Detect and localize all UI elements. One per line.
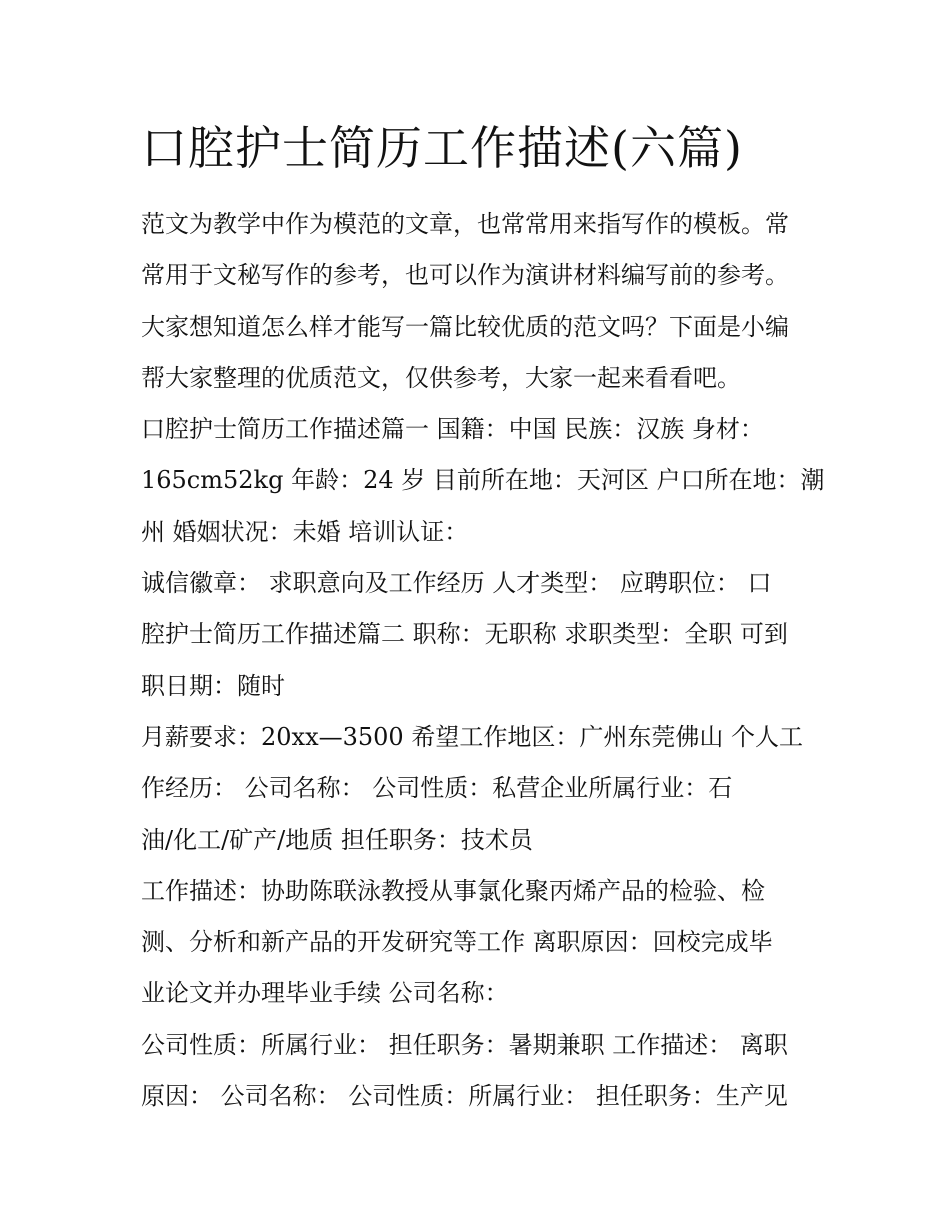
text-line: 常用于文秘写作的参考，也可以作为演讲材料编写前的参考。 (141, 261, 789, 290)
text-line: 工作描述：协助陈联泳教授从事氯化聚丙烯产品的检验、检 (141, 876, 765, 905)
text-line: 测、分析和新产品的开发研究等工作 离职原因：回校完成毕 (141, 928, 773, 957)
text-line: 油/化工/矿产/地质 担任职务：技术员 (141, 825, 533, 854)
text-line: 诚信徽章： 求职意向及工作经历 人才类型： 应聘职位： 口 (141, 569, 772, 598)
text-line: 大家想知道怎么样才能写一篇比较优质的范文吗？下面是小编 (141, 312, 789, 341)
document-body (141, 199, 825, 1122)
text-line: 业论文并办理毕业手续 公司名称： (141, 979, 509, 1008)
text-line: 范文为教学中作为模范的文章，也常常用来指写作的模板。常 (141, 210, 789, 238)
document-title: 口腔护士简历工作描述(六篇) (141, 121, 743, 175)
text-line: 公司性质：所属行业： 担任职务：暑期兼职 工作描述： 离职 (141, 1030, 788, 1059)
text-line: 州 婚姻状况：未婚 培训认证： (141, 517, 469, 546)
text-line: 165cm52kg 年龄：24 岁 目前所在地：天河区 户口所在地：潮 (141, 466, 825, 495)
text-line: 帮大家整理的优质范文，仅供参考，大家一起来看看吧。 (141, 363, 741, 392)
text-line: 作经历： 公司名称： 公司性质：私营企业所属行业：石 (141, 774, 733, 803)
text-line: 原因： 公司名称： 公司性质：所属行业： 担任职务：生产见 (141, 1082, 788, 1111)
text-line: 月薪要求：20xx—3500 希望工作地区：广州东莞佛山 个人工 (141, 722, 803, 751)
text-line: 口腔护士简历工作描述篇一 国籍：中国 民族：汉族 身材： (141, 415, 764, 444)
text-line: 腔护士简历工作描述篇二 职称：无职称 求职类型：全职 可到 (141, 620, 788, 649)
text-line: 职日期：随时 (141, 671, 285, 700)
